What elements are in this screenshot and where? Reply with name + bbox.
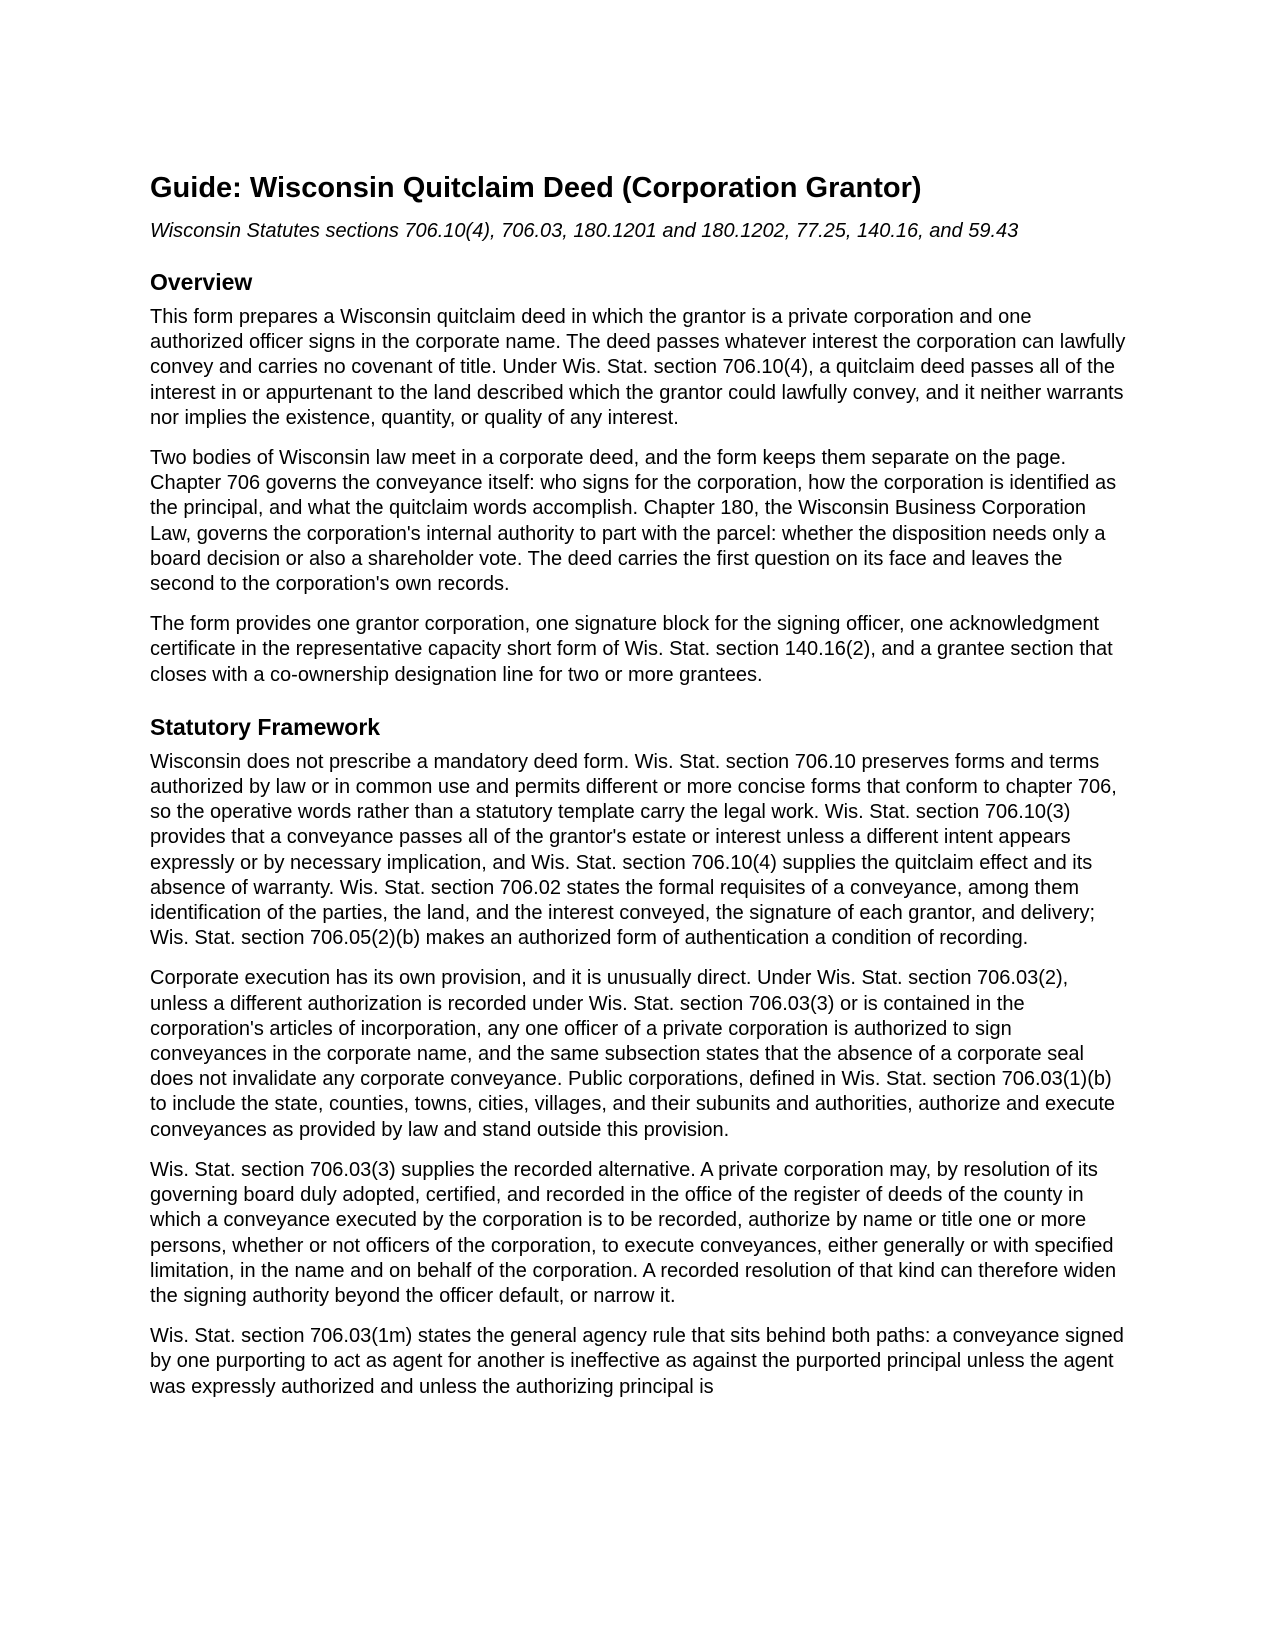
paragraph: Corporate execution has its own provision, and it is unusually direct. Under Wis. Stat. section 706.03(2), unless a different authorization is recorded under Wis. Stat. section 706.03(3) or is contained in the corporation's articles of incorporation, any one officer of a private corporation is authorized to sign conveyances in the corporate name, and the same subsection states that the absence of a corporate seal does not invalidate any corporate conveyance. Public corporations, defined in Wis. Stat. section 706.03(1)(b) to include the state, counties, towns, cities, villages, and their subunits and authorities, authorize and execute conveyances as provided by law and stand outside this provision. <box>150 967 1116 1141</box>
paragraph: Wisconsin does not prescribe a mandatory deed form. Wis. Stat. section 706.10 preserves forms and terms authorized by law or in common use and permits different or more concise forms that conform to chapter 706, so the operative words rather than a statutory template carry the legal work. Wis. Stat. section 706.10(3) provides that a conveyance passes all of the grantor's estate or interest unless a different intent appears expressly or by necessary implication, and Wis. Stat. section 706.10(4) supplies the quitclaim effect and its absence of warranty. Wis. Stat. section 706.02 states the formal requisites of a conveyance, among them identification of the parties, the land, and the interest conveyed, the signature of each grantor, and delivery; Wis. Stat. section 706.05(2)(b) makes an authorized form of authentication a condition of recording. <box>150 750 1117 950</box>
paragraph: Wis. Stat. section 706.03(1m) states the general agency rule that sits behind both paths: a conveyance signed by one purporting to act as agent for another is ineffective as against the purported principal unless the agent was expressly authorized and unless the authorizing principal is <box>150 1325 1124 1398</box>
section-heading-overview: Overview <box>150 269 253 295</box>
document-title: Guide: Wisconsin Quitclaim Deed (Corporation Grantor) <box>150 172 922 204</box>
paragraph: Two bodies of Wisconsin law meet in a corporate deed, and the form keeps them separate on the page. Chapter 706 governs the conveyance itself: who signs for the corporation, how the corporation is identified as the principal, and what the quitclaim words accomplish. Chapter 180, the Wisconsin Business Corporation Law, governs the corporation's internal authority to part with the parcel: whether the disposition needs only a board decision or also a shareholder vote. The deed carries the first question on its face and leaves the second to the corporation's own records. <box>150 447 1117 596</box>
document-subtitle: Wisconsin Statutes sections 706.10(4), 706.03, 180.1201 and 180.1202, 77.25, 140.16, and 59.43 <box>150 220 1019 242</box>
bottom-margin <box>0 1490 1275 1650</box>
paragraph: The form provides one grantor corporation, one signature block for the signing officer, one acknowledgment certificate in the representative capacity short form of Wis. Stat. section 140.16(2), and a grantee section that closes with a co-ownership designation line for two or more grantees. <box>150 613 1113 686</box>
section-heading-statutory-framework: Statutory Framework <box>150 713 381 740</box>
document-page <box>150 170 1130 1400</box>
paragraph: Wis. Stat. section 706.03(3) supplies the recorded alternative. A private corporation may, by resolution of its governing board duly adopted, certified, and recorded in the office of the register of deeds of the county in which a conveyance executed by the corporation is to be recorded, authorize by name or title one or more persons, whether or not officers of the corporation, to execute conveyances, either generally or with specified limitation, in the name and on behalf of the corporation. A recorded resolution of that kind can therefore widen the signing authority beyond the officer default, or narrow it. <box>150 1158 1117 1307</box>
paragraph: This form prepares a Wisconsin quitclaim deed in which the grantor is a private corporation and one authorized officer signs in the corporate name. The deed passes whatever interest the corporation can lawfully convey and carries no covenant of title. Under Wis. Stat. section 706.10(4), a quitclaim deed passes all of the interest in or appurtenant to the land described which the grantor could lawfully convey, and it neither warrants nor implies the existence, quantity, or quality of any interest. <box>150 306 1126 429</box>
